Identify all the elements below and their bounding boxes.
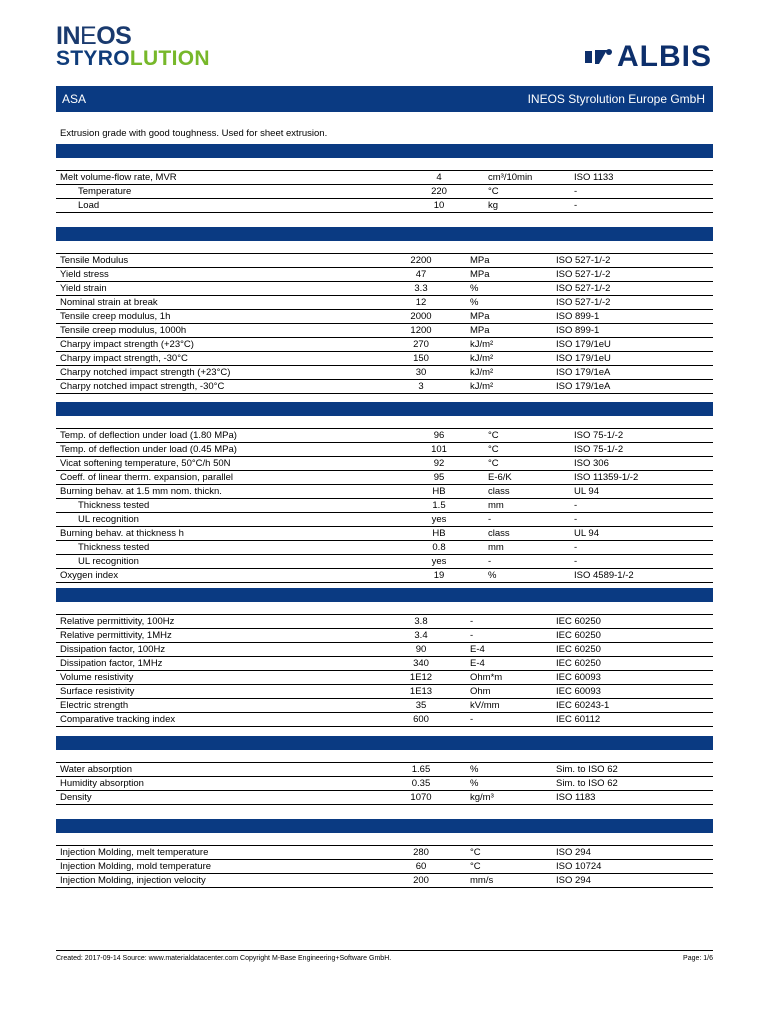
property-name: Temperature <box>56 185 416 199</box>
property-value: 1070 <box>398 791 444 805</box>
table-row <box>56 443 713 457</box>
footer-divider <box>56 950 713 951</box>
property-name: Charpy notched impact strength (+23°C) <box>56 366 398 380</box>
test-standard: ISO 899-1 <box>552 324 713 338</box>
property-value: HB <box>416 485 462 499</box>
property-section <box>56 588 713 727</box>
property-name: Oxygen index <box>56 569 416 583</box>
table-row <box>56 846 713 860</box>
test-standard: ISO 294 <box>552 874 713 888</box>
test-standard: IEC 60250 <box>552 615 713 629</box>
property-value: 19 <box>416 569 462 583</box>
table-row <box>56 860 713 874</box>
property-value: 340 <box>398 657 444 671</box>
property-name: Dissipation factor, 100Hz <box>56 643 398 657</box>
property-name: Charpy impact strength (+23°C) <box>56 338 398 352</box>
property-value: 200 <box>398 874 444 888</box>
spacer <box>462 569 484 583</box>
property-name: Vicat softening temperature, 50°C/h 50N <box>56 457 416 471</box>
table-row <box>56 282 713 296</box>
property-name: Dissipation factor, 1MHz <box>56 657 398 671</box>
spacer <box>444 352 466 366</box>
spacer <box>444 671 466 685</box>
property-value: yes <box>416 513 462 527</box>
spacer <box>444 629 466 643</box>
test-standard: IEC 60093 <box>552 685 713 699</box>
property-name: Comparative tracking index <box>56 713 398 727</box>
spacer <box>444 366 466 380</box>
property-name: Tensile Modulus <box>56 254 398 268</box>
property-unit: % <box>466 282 552 296</box>
spacer <box>444 282 466 296</box>
property-unit: - <box>484 513 570 527</box>
property-unit: class <box>484 485 570 499</box>
property-name: UL recognition <box>56 555 416 569</box>
property-unit: kg/m³ <box>466 791 552 805</box>
property-unit: mm <box>484 541 570 555</box>
property-unit: - <box>466 713 552 727</box>
table-row <box>56 643 713 657</box>
spacer <box>462 457 484 471</box>
table-row <box>56 324 713 338</box>
table-row <box>56 485 713 499</box>
test-standard: ISO 179/1eU <box>552 338 713 352</box>
table-row <box>56 615 713 629</box>
property-value: 101 <box>416 443 462 457</box>
property-section <box>56 144 713 213</box>
table-row <box>56 763 713 777</box>
spacer <box>444 685 466 699</box>
test-standard: UL 94 <box>570 527 713 541</box>
property-name: Load <box>56 199 416 213</box>
spacer <box>444 699 466 713</box>
property-unit: °C <box>484 429 570 443</box>
test-standard: ISO 179/1eA <box>552 380 713 394</box>
table-row <box>56 199 713 213</box>
property-value: 4 <box>416 171 462 185</box>
test-standard: UL 94 <box>570 485 713 499</box>
property-unit: cm³/10min <box>484 171 570 185</box>
property-unit: - <box>484 555 570 569</box>
test-standard: ISO 179/1eU <box>552 352 713 366</box>
property-value: 280 <box>398 846 444 860</box>
table-row <box>56 685 713 699</box>
property-name: Surface resistivity <box>56 685 398 699</box>
product-name: ASA <box>62 92 87 106</box>
table-row <box>56 185 713 199</box>
table-row <box>56 555 713 569</box>
spacer <box>444 324 466 338</box>
property-name: Yield stress <box>56 268 398 282</box>
property-unit: - <box>466 629 552 643</box>
spacer <box>444 713 466 727</box>
property-unit: MPa <box>466 324 552 338</box>
property-name: Injection Molding, melt temperature <box>56 846 398 860</box>
test-standard: ISO 899-1 <box>552 310 713 324</box>
table-row <box>56 713 713 727</box>
test-standard: IEC 60250 <box>552 657 713 671</box>
property-unit: kg <box>484 199 570 213</box>
table-row <box>56 457 713 471</box>
spacer <box>462 185 484 199</box>
property-value: 95 <box>416 471 462 485</box>
property-unit: °C <box>484 457 570 471</box>
spacer <box>462 541 484 555</box>
property-value: 2000 <box>398 310 444 324</box>
spacer <box>462 527 484 541</box>
test-standard: Sim. to ISO 62 <box>552 777 713 791</box>
spacer <box>462 499 484 513</box>
property-value: 0.35 <box>398 777 444 791</box>
table-row <box>56 366 713 380</box>
property-name: Electric strength <box>56 699 398 713</box>
table-row <box>56 352 713 366</box>
property-name: Temp. of deflection under load (1.80 MPa) <box>56 429 416 443</box>
property-name: Burning behav. at thickness h <box>56 527 416 541</box>
property-value: 1.5 <box>416 499 462 513</box>
property-unit: °C <box>484 443 570 457</box>
logo-text-in: IN <box>56 22 80 50</box>
spacer <box>444 763 466 777</box>
property-unit: mm/s <box>466 874 552 888</box>
table-row <box>56 499 713 513</box>
section-header-bar <box>56 588 713 602</box>
property-table <box>56 428 713 583</box>
property-unit: % <box>466 296 552 310</box>
property-name: Relative permittivity, 1MHz <box>56 629 398 643</box>
spacer <box>462 199 484 213</box>
property-value: 92 <box>416 457 462 471</box>
test-standard: Sim. to ISO 62 <box>552 763 713 777</box>
property-unit: kJ/m² <box>466 380 552 394</box>
test-standard: ISO 1133 <box>570 171 713 185</box>
test-standard: - <box>570 499 713 513</box>
property-unit: kJ/m² <box>466 352 552 366</box>
test-standard: IEC 60243-1 <box>552 699 713 713</box>
property-name: Coeff. of linear therm. expansion, parallel <box>56 471 416 485</box>
property-name: Volume resistivity <box>56 671 398 685</box>
property-section <box>56 819 713 888</box>
table-row <box>56 471 713 485</box>
property-name: Relative permittivity, 100Hz <box>56 615 398 629</box>
property-value: 270 <box>398 338 444 352</box>
property-value: 1E13 <box>398 685 444 699</box>
property-value: 35 <box>398 699 444 713</box>
property-unit: E-4 <box>466 657 552 671</box>
section-header-bar <box>56 736 713 750</box>
spacer <box>444 254 466 268</box>
spacer <box>444 777 466 791</box>
property-unit: E-4 <box>466 643 552 657</box>
property-value: 3 <box>398 380 444 394</box>
property-value: 3.3 <box>398 282 444 296</box>
property-value: 47 <box>398 268 444 282</box>
test-standard: ISO 11359-1/-2 <box>570 471 713 485</box>
property-unit: class <box>484 527 570 541</box>
property-value: 10 <box>416 199 462 213</box>
property-name: Temp. of deflection under load (0.45 MPa) <box>56 443 416 457</box>
table-row <box>56 657 713 671</box>
table-row <box>56 310 713 324</box>
property-name: Yield strain <box>56 282 398 296</box>
property-value: 90 <box>398 643 444 657</box>
property-section <box>56 402 713 583</box>
test-standard: ISO 75-1/-2 <box>570 443 713 457</box>
property-value: 0.8 <box>416 541 462 555</box>
property-value: HB <box>416 527 462 541</box>
test-standard: IEC 60112 <box>552 713 713 727</box>
property-value: 3.4 <box>398 629 444 643</box>
footer <box>56 955 713 962</box>
property-table <box>56 170 713 213</box>
property-unit: Ohm*m <box>466 671 552 685</box>
header-bar <box>56 86 713 112</box>
table-row <box>56 699 713 713</box>
table-row <box>56 429 713 443</box>
property-table <box>56 845 713 888</box>
spacer <box>444 615 466 629</box>
property-table <box>56 253 713 394</box>
table-row <box>56 541 713 555</box>
table-row <box>56 268 713 282</box>
test-standard: ISO 294 <box>552 846 713 860</box>
property-value: 3.8 <box>398 615 444 629</box>
section-header-bar <box>56 227 713 241</box>
spacer <box>462 471 484 485</box>
table-row <box>56 527 713 541</box>
test-standard: ISO 527-1/-2 <box>552 254 713 268</box>
albis-logo <box>585 42 712 72</box>
spacer <box>444 296 466 310</box>
property-name: Density <box>56 791 398 805</box>
table-row <box>56 569 713 583</box>
test-standard: IEC 60093 <box>552 671 713 685</box>
section-header-bar <box>56 402 713 416</box>
property-value: yes <box>416 555 462 569</box>
albis-mark-icon <box>585 46 615 68</box>
property-unit: % <box>466 763 552 777</box>
property-value: 12 <box>398 296 444 310</box>
property-name: Injection Molding, injection velocity <box>56 874 398 888</box>
table-row <box>56 874 713 888</box>
test-standard: - <box>570 541 713 555</box>
property-section <box>56 227 713 394</box>
table-row <box>56 254 713 268</box>
property-value: 1.65 <box>398 763 444 777</box>
test-standard: ISO 1183 <box>552 791 713 805</box>
property-value: 96 <box>416 429 462 443</box>
property-unit: °C <box>484 185 570 199</box>
section-header-bar <box>56 819 713 833</box>
company-name: INEOS Styrolution Europe GmbH <box>527 92 705 106</box>
property-unit: - <box>466 615 552 629</box>
table-row <box>56 671 713 685</box>
property-value: 220 <box>416 185 462 199</box>
property-name: UL recognition <box>56 513 416 527</box>
test-standard: ISO 306 <box>570 457 713 471</box>
property-name: Burning behav. at 1.5 mm nom. thickn. <box>56 485 416 499</box>
property-unit: mm <box>484 499 570 513</box>
spacer <box>462 555 484 569</box>
property-unit: kJ/m² <box>466 338 552 352</box>
property-name: Thickness tested <box>56 541 416 555</box>
property-name: Humidity absorption <box>56 777 398 791</box>
section-header-bar <box>56 144 713 158</box>
property-name: Tensile creep modulus, 1h <box>56 310 398 324</box>
property-unit: % <box>466 777 552 791</box>
property-name: Nominal strain at break <box>56 296 398 310</box>
property-value: 30 <box>398 366 444 380</box>
logo-text-lution: LUTION <box>129 47 210 70</box>
spacer <box>444 860 466 874</box>
spacer <box>444 310 466 324</box>
test-standard: IEC 60250 <box>552 643 713 657</box>
logo-text-os: OS <box>96 22 132 50</box>
property-value: 60 <box>398 860 444 874</box>
property-table <box>56 614 713 727</box>
property-unit: MPa <box>466 254 552 268</box>
product-description: Extrusion grade with good toughness. Used for sheet extrusion. <box>60 128 328 139</box>
ineos-styrolution-logo <box>56 24 210 70</box>
property-unit: Ohm <box>466 685 552 699</box>
property-unit: MPa <box>466 310 552 324</box>
footer-source: Created: 2017-09-14 Source: www.materialdatacenter.com Copyright M-Base Engineering+Software GmbH. <box>56 955 392 962</box>
test-standard: ISO 10724 <box>552 860 713 874</box>
spacer <box>444 380 466 394</box>
property-unit: °C <box>466 846 552 860</box>
property-name: Charpy notched impact strength, -30°C <box>56 380 398 394</box>
property-value: 1200 <box>398 324 444 338</box>
property-value: 600 <box>398 713 444 727</box>
table-row <box>56 791 713 805</box>
spacer <box>444 268 466 282</box>
property-unit: % <box>484 569 570 583</box>
property-unit: MPa <box>466 268 552 282</box>
property-unit: °C <box>466 860 552 874</box>
table-row <box>56 777 713 791</box>
property-unit: kV/mm <box>466 699 552 713</box>
property-name: Melt volume-flow rate, MVR <box>56 171 416 185</box>
spacer <box>462 513 484 527</box>
test-standard: ISO 527-1/-2 <box>552 268 713 282</box>
page-number: Page: 1/6 <box>683 955 713 962</box>
logo-text-e: E <box>80 22 97 50</box>
spacer <box>462 485 484 499</box>
property-name: Tensile creep modulus, 1000h <box>56 324 398 338</box>
property-table <box>56 762 713 805</box>
spacer <box>462 171 484 185</box>
test-standard: - <box>570 199 713 213</box>
property-name: Water absorption <box>56 763 398 777</box>
test-standard: - <box>570 185 713 199</box>
table-row <box>56 629 713 643</box>
table-row <box>56 513 713 527</box>
test-standard: IEC 60250 <box>552 629 713 643</box>
albis-wordmark: ALBIS <box>617 40 712 73</box>
table-row <box>56 171 713 185</box>
test-standard: ISO 179/1eA <box>552 366 713 380</box>
logo-text-styro: STYRO <box>56 47 130 70</box>
spacer <box>444 791 466 805</box>
test-standard: ISO 4589-1/-2 <box>570 569 713 583</box>
property-unit: E-6/K <box>484 471 570 485</box>
test-standard: ISO 527-1/-2 <box>552 296 713 310</box>
property-value: 150 <box>398 352 444 366</box>
test-standard: - <box>570 513 713 527</box>
spacer <box>444 846 466 860</box>
property-value: 1E12 <box>398 671 444 685</box>
test-standard: ISO 75-1/-2 <box>570 429 713 443</box>
table-row <box>56 338 713 352</box>
table-row <box>56 296 713 310</box>
spacer <box>462 429 484 443</box>
test-standard: ISO 527-1/-2 <box>552 282 713 296</box>
spacer <box>444 874 466 888</box>
test-standard: - <box>570 555 713 569</box>
property-unit: kJ/m² <box>466 366 552 380</box>
property-section <box>56 736 713 805</box>
spacer <box>444 657 466 671</box>
spacer <box>444 338 466 352</box>
property-value: 2200 <box>398 254 444 268</box>
property-name: Charpy impact strength, -30°C <box>56 352 398 366</box>
spacer <box>444 643 466 657</box>
property-name: Injection Molding, mold temperature <box>56 860 398 874</box>
property-name: Thickness tested <box>56 499 416 513</box>
table-row <box>56 380 713 394</box>
spacer <box>462 443 484 457</box>
